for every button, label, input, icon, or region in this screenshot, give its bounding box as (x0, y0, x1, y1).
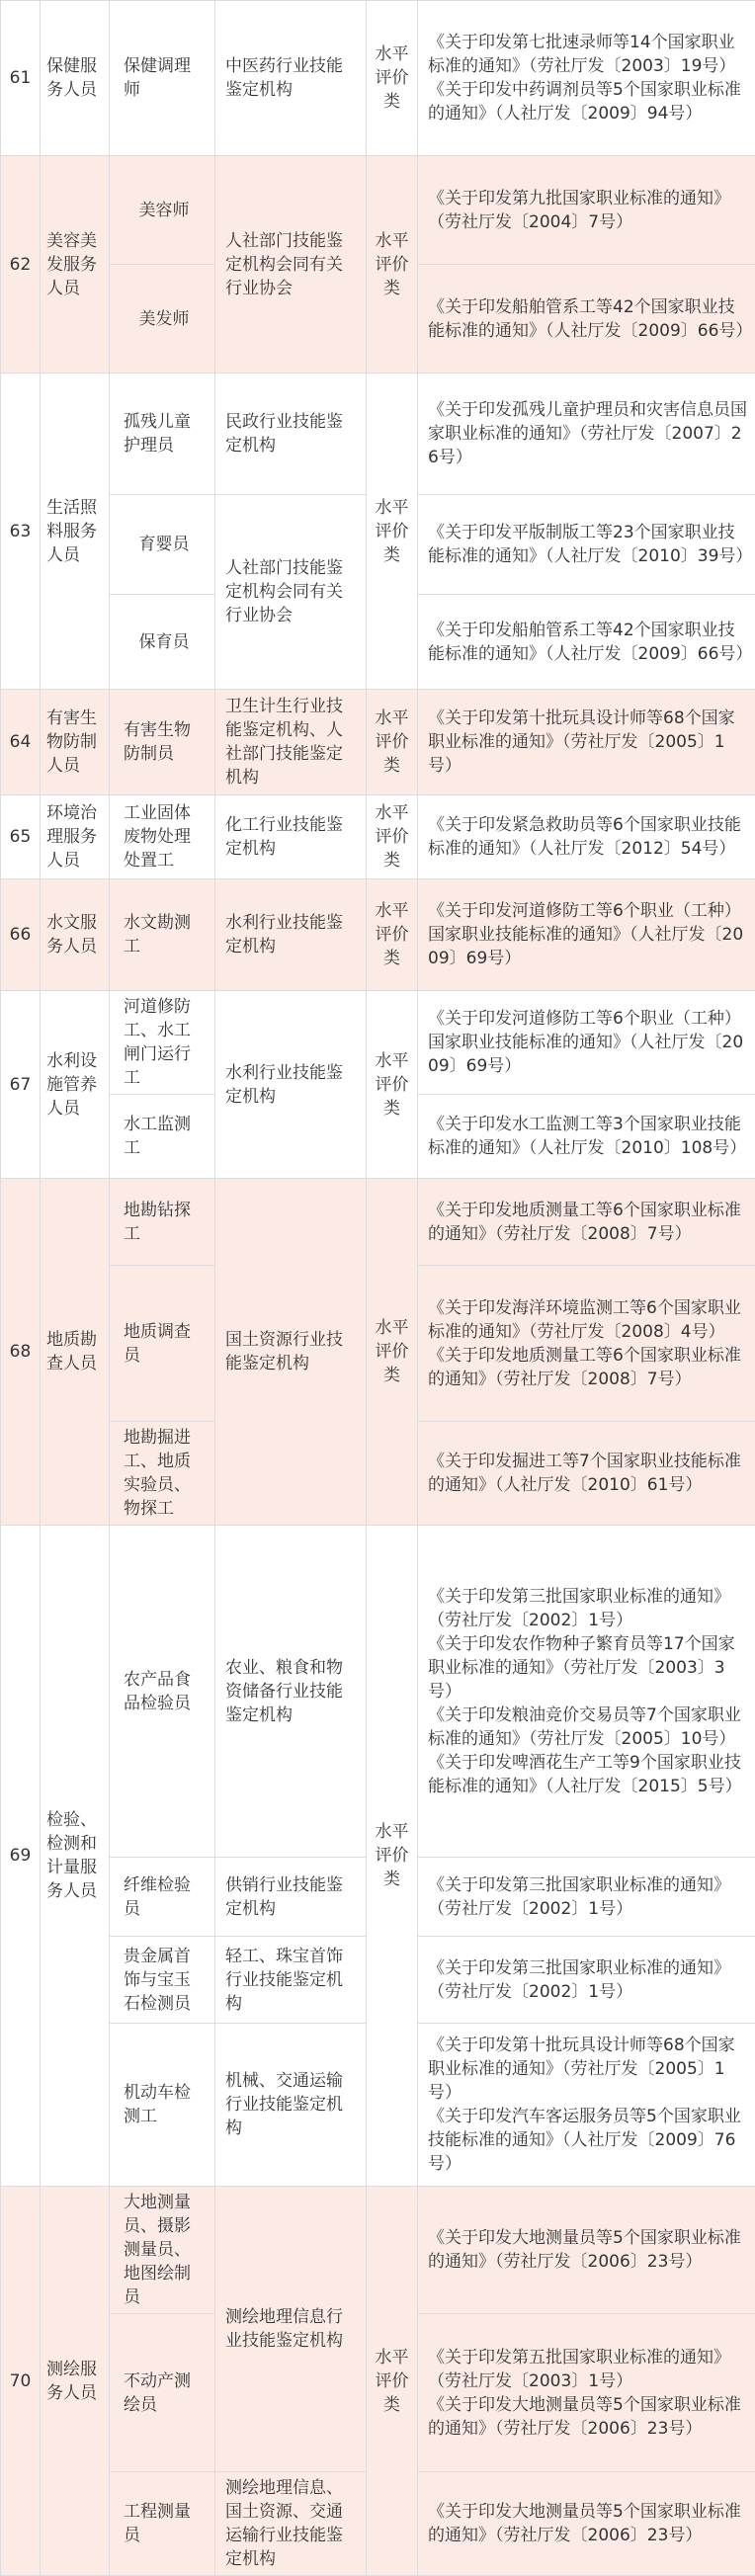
standard-doc: 《关于印发地质测量工等6个国家职业标准的通知》（劳社厅发〔2008〕7号） (428, 1199, 747, 1246)
standard-doc: 《关于印发粮油竞价交易员等7个国家职业标准的通知》（劳社厅发〔2005〕10号） (428, 1703, 747, 1751)
occupation-cell: 保健调理师 (110, 1, 215, 156)
category-cell: 水利设施管养人员 (41, 991, 110, 1179)
row-number: 61 (1, 1, 41, 156)
occupation-cell: 保育员 (110, 595, 215, 690)
category-cell: 水文服务人员 (41, 879, 110, 991)
category-cell: 测绘服务人员 (41, 2187, 110, 2576)
standard-docs-cell (418, 1, 755, 156)
evaluation-type-cell: 水平评价类 (367, 1179, 418, 1526)
standard-doc: 《关于印发地质测量工等6个国家职业标准的通知》（劳社厅发〔2008〕7号） (428, 1344, 747, 1391)
standard-docs-cell (418, 1858, 755, 1937)
category-cell: 地质勘查人员 (41, 1179, 110, 1526)
occupation-cell: 不动产测绘员 (110, 2314, 215, 2472)
assessment-org-cell: 轻工、珠宝首饰行业技能鉴定机构 (215, 1937, 367, 2024)
standard-doc: 《关于印发农作物种子繁育员等17个国家职业标准的通知》（劳社厅发〔2003〕3号） (428, 1632, 747, 1703)
standard-doc: 《关于印发大地测量员等5个国家职业标准的通知》（劳社厅发〔2006〕23号） (428, 2226, 747, 2274)
assessment-org-cell: 水利行业技能鉴定机构 (215, 879, 367, 991)
standard-doc: 《关于印发第三批国家职业标准的通知》（劳社厅发〔2002〕1号） (428, 1585, 747, 1632)
occupation-cell: 美发师 (110, 265, 215, 374)
occupation-cell: 纤维检验员 (110, 1858, 215, 1937)
table-row (1, 2187, 755, 2314)
standard-docs-cell (418, 2314, 755, 2472)
category-cell: 保健服务人员 (41, 1, 110, 156)
assessment-org-cell: 民政行业技能鉴定机构 (215, 374, 367, 495)
assessment-org-cell: 卫生计生行业技能鉴定机构、人社部门技能鉴定机构 (215, 690, 367, 795)
assessment-org-cell: 农业、粮食和物资储备行业技能鉴定机构 (215, 1526, 367, 1858)
occupation-cell: 工业固体废物处理处置工 (110, 795, 215, 879)
standard-docs-cell (418, 1526, 755, 1858)
standard-doc: 《关于印发第九批国家职业标准的通知》（劳社厅发〔2004〕7号） (428, 187, 747, 234)
standard-docs-cell (418, 690, 755, 795)
occupation-cell: 美容师 (110, 156, 215, 265)
occupation-cell: 农产品食品检验员 (110, 1526, 215, 1858)
standard-doc: 《关于印发第五批国家职业标准的通知》（劳社厅发〔2003〕1号） (428, 2346, 747, 2393)
row-number: 68 (1, 1179, 41, 1526)
standard-docs-cell (418, 1095, 755, 1179)
standard-docs-cell (418, 1937, 755, 2024)
standard-docs-cell (418, 1266, 755, 1422)
standard-doc: 《关于印发中药调剂员等5个国家职业标准的通知》（人社厅发〔2009〕94号） (428, 78, 747, 125)
occupation-cell: 地质调查员 (110, 1266, 215, 1422)
table-row (1, 879, 755, 991)
row-number: 63 (1, 374, 41, 690)
occupation-cell: 机动车检测工 (110, 2024, 215, 2187)
standard-doc: 《关于印发第三批国家职业标准的通知》（劳社厅发〔2002〕1号） (428, 1873, 747, 1921)
standard-doc: 《关于印发掘进工等7个国家职业技能标准的通知》（人社厅发〔2010〕61号） (428, 1450, 747, 1497)
standard-docs-cell (418, 265, 755, 374)
standard-doc: 《关于印发第三批国家职业标准的通知》（劳社厅发〔2002〕1号） (428, 1956, 747, 2004)
assessment-org-cell: 水利行业技能鉴定机构 (215, 991, 367, 1179)
table-row (1, 991, 755, 1095)
evaluation-type-cell: 水平评价类 (367, 991, 418, 1179)
standard-docs-cell (418, 495, 755, 595)
standard-docs-cell (418, 374, 755, 495)
assessment-org-cell: 国土资源行业技能鉴定机构 (215, 1179, 367, 1526)
evaluation-type-cell: 水平评价类 (367, 2187, 418, 2576)
row-number: 65 (1, 795, 41, 879)
table-row (1, 1, 755, 156)
occupation-cell: 地勘钻探工 (110, 1179, 215, 1266)
table-row (1, 795, 755, 879)
assessment-org-cell: 化工行业技能鉴定机构 (215, 795, 367, 879)
standard-docs-cell (418, 879, 755, 991)
occupation-cell: 地勘掘进工、地质实验员、物探工 (110, 1422, 215, 1526)
assessment-org-cell: 测绘地理信息行业技能鉴定机构 (215, 2187, 367, 2472)
evaluation-type-cell: 水平评价类 (367, 1, 418, 156)
category-cell: 环境治理服务人员 (41, 795, 110, 879)
standard-docs-cell (418, 795, 755, 879)
standard-doc: 《关于印发汽车客运服务员等5个国家职业技能标准的通知》（人社厅发〔2009〕76号） (428, 2105, 747, 2176)
assessment-org-cell: 测绘地理信息、国土资源、交通运输行业技能鉴定机构 (215, 2472, 367, 2576)
row-number: 62 (1, 156, 41, 374)
standard-doc: 《关于印发第十批玩具设计师等68个国家职业标准的通知》（劳社厅发〔2005〕1号） (428, 2034, 747, 2105)
table-row (1, 156, 755, 265)
table-row (1, 374, 755, 495)
standard-doc: 《关于印发河道修防工等6个职业（工种）国家职业技能标准的通知》（人社厅发〔2009〕69号） (428, 899, 747, 970)
standard-doc: 《关于印发平版制版工等23个国家职业技能标准的通知》（人社厅发〔2010〕39号） (428, 521, 747, 568)
category-cell: 美容美发服务人员 (41, 156, 110, 374)
standard-doc: 《关于印发大地测量员等5个国家职业标准的通知》（劳社厅发〔2006〕23号） (428, 2393, 747, 2441)
standard-docs-cell (418, 2187, 755, 2314)
standard-doc: 《关于印发海洋环境监测工等6个国家职业标准的通知》（劳社厅发〔2008〕4号） (428, 1296, 747, 1344)
table-row (1, 1179, 755, 1266)
standard-doc: 《关于印发紧急救助员等6个国家职业技能标准的通知》（人社厅发〔2012〕54号） (428, 813, 747, 861)
occupation-cell: 工程测量员 (110, 2472, 215, 2576)
category-cell: 检验、检测和计量服务人员 (41, 1526, 110, 2187)
assessment-org-cell: 人社部门技能鉴定机构会同有关行业协会 (215, 495, 367, 690)
occupation-cell: 河道修防工、水工闸门运行工 (110, 991, 215, 1095)
row-number: 64 (1, 690, 41, 795)
evaluation-type-cell: 水平评价类 (367, 690, 418, 795)
row-number: 69 (1, 1526, 41, 2187)
occupation-cell: 水文勘测工 (110, 879, 215, 991)
assessment-org-cell: 中医药行业技能鉴定机构 (215, 1, 367, 156)
occupation-cell: 大地测量员、摄影测量员、地图绘制员 (110, 2187, 215, 2314)
standard-docs-cell (418, 1179, 755, 1266)
evaluation-type-cell: 水平评价类 (367, 795, 418, 879)
occupation-cell: 育婴员 (110, 495, 215, 595)
row-number: 70 (1, 2187, 41, 2576)
standard-docs-cell (418, 1422, 755, 1526)
assessment-org-cell: 供销行业技能鉴定机构 (215, 1858, 367, 1937)
standard-doc: 《关于印发啤酒花生产工等9个国家职业技能标准的通知》（人社厅发〔2015〕5号） (428, 1751, 747, 1798)
table-row (1, 690, 755, 795)
evaluation-type-cell: 水平评价类 (367, 156, 418, 374)
standard-docs-cell (418, 156, 755, 265)
standard-doc: 《关于印发水工监测工等3个国家职业技能标准的通知》（人社厅发〔2010〕108号） (428, 1113, 747, 1160)
category-cell: 有害生物防制人员 (41, 690, 110, 795)
standard-docs-cell (418, 2024, 755, 2187)
evaluation-type-cell: 水平评价类 (367, 879, 418, 991)
occupation-cell: 孤残儿童护理员 (110, 374, 215, 495)
evaluation-type-cell: 水平评价类 (367, 1526, 418, 2187)
standard-doc: 《关于印发第十批玩具设计师等68个国家职业标准的通知》（劳社厅发〔2005〕1号） (428, 706, 747, 778)
assessment-org-cell: 机械、交通运输行业技能鉴定机构 (215, 2024, 367, 2187)
standard-docs-cell (418, 2472, 755, 2576)
occupation-cell: 水工监测工 (110, 1095, 215, 1179)
row-number: 66 (1, 879, 41, 991)
occupation-cell: 贵金属首饰与宝玉石检测员 (110, 1937, 215, 2024)
standard-doc: 《关于印发孤残儿童护理员和灾害信息员国家职业标准的通知》（劳社厅发〔2007〕26号） (428, 398, 747, 469)
standard-doc: 《关于印发船舶管系工等42个国家职业技能标准的通知》（人社厅发〔2009〕66号） (428, 619, 747, 666)
assessment-org-cell: 人社部门技能鉴定机构会同有关行业协会 (215, 156, 367, 374)
standard-doc: 《关于印发大地测量员等5个国家职业标准的通知》（劳社厅发〔2006〕23号） (428, 2500, 747, 2547)
table-row (1, 1526, 755, 1858)
standard-doc: 《关于印发河道修防工等6个职业（工种）国家职业技能标准的通知》（人社厅发〔2009〕69号） (428, 1007, 747, 1078)
standard-docs-cell (418, 991, 755, 1095)
row-number: 67 (1, 991, 41, 1179)
category-cell: 生活照料服务人员 (41, 374, 110, 690)
standard-docs-cell (418, 595, 755, 690)
standard-doc: 《关于印发第七批速录师等14个国家职业标准的通知》（劳社厅发〔2003〕19号） (428, 31, 747, 78)
occupation-cell: 有害生物防制员 (110, 690, 215, 795)
standard-doc: 《关于印发船舶管系工等42个国家职业技能标准的通知》（人社厅发〔2009〕66号） (428, 295, 747, 343)
evaluation-type-cell: 水平评价类 (367, 374, 418, 690)
